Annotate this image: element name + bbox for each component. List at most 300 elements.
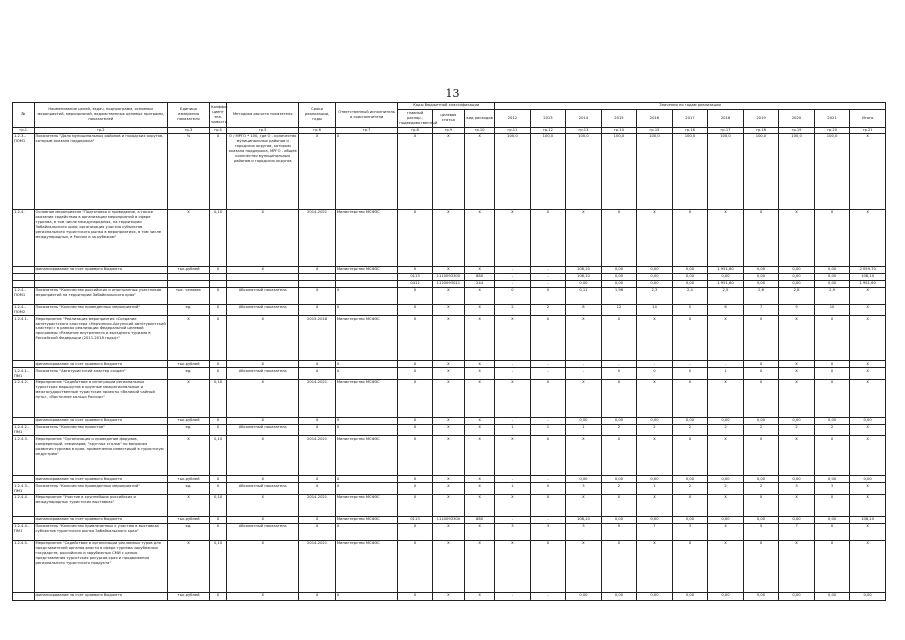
table-cell: 1: [495, 424, 531, 436]
table-row: [13, 483, 886, 495]
table-cell: тыс.рублей: [167, 266, 209, 273]
table-cell: Абсолютный показатель: [227, 304, 299, 316]
table-cell: [13, 517, 35, 524]
table-cell: Абсолютный показатель: [227, 424, 299, 436]
table-cell: 2,4: [672, 287, 708, 304]
table-cell: 2: [601, 483, 637, 495]
table-cell: -: [530, 476, 566, 483]
table-cell: 0,00: [601, 273, 637, 280]
table-cell: X: [850, 287, 886, 304]
table-cell: X: [530, 495, 566, 517]
table-cell: 880: [465, 517, 495, 524]
table-cell: 3: [566, 483, 602, 495]
table-cell: 3: [495, 524, 531, 541]
table-cell: X: [743, 368, 779, 380]
table-cell: тыс.рублей: [167, 417, 209, 424]
table-cell: 2,3: [637, 287, 673, 304]
table-cell: X: [209, 316, 226, 361]
table-cell: 0,10: [209, 379, 226, 417]
table-cell: 0: [530, 287, 566, 304]
table-cell: X: [465, 476, 495, 483]
table-cell: X: [209, 287, 226, 304]
table-cell: 2: [708, 483, 744, 495]
table-row: [13, 593, 886, 601]
table-cell: X: [398, 316, 432, 361]
table-cell: 3: [814, 483, 850, 495]
table-cell: 1.2.4.2.: [13, 379, 35, 417]
total-header: Итого: [850, 109, 886, 127]
table-cell: -: [530, 266, 566, 273]
table-cell: 7: [779, 524, 815, 541]
table-cell: 0,00: [672, 476, 708, 483]
column-number-cell: гр.10: [465, 127, 495, 133]
table-cell: 2: [672, 424, 708, 436]
table-cell: X: [227, 266, 299, 273]
table-cell: X: [708, 316, 744, 361]
table-cell: 0,00: [637, 476, 673, 483]
table-cell: 108,10: [850, 517, 886, 524]
column-number-cell: гр.12: [530, 127, 566, 133]
table-cell: X: [672, 316, 708, 361]
table-cell: -: [566, 368, 602, 380]
table-cell: X: [432, 209, 464, 266]
table-cell: Показатель "Доля муниципальных районов и городских округов, которым оказана поддержка": [34, 133, 167, 209]
table-cell: [13, 417, 35, 424]
table-cell: X: [566, 379, 602, 417]
table-cell: X: [708, 495, 744, 517]
table-cell: 6: [708, 304, 744, 316]
table-cell: 1.2.4.5.: [13, 541, 35, 593]
table-cell: [209, 273, 226, 280]
table-cell: 2 059,70: [850, 266, 886, 273]
column-number-cell: гр.17: [708, 127, 744, 133]
table-header: [13, 103, 886, 134]
table-row: [13, 287, 886, 304]
table-cell: 0,00: [601, 417, 637, 424]
table-cell: [209, 280, 226, 287]
table-cell: 0,10: [209, 495, 226, 517]
table-row: [13, 541, 886, 593]
table-cell: тыс.рублей: [167, 517, 209, 524]
table-cell: 0,00: [637, 417, 673, 424]
table-cell: X: [637, 495, 673, 517]
table-cell: 1.2.4.3.-ПМ1: [13, 483, 35, 495]
table-cell: X: [779, 495, 815, 517]
year-header: 2012: [495, 109, 531, 127]
table-cell: X: [708, 209, 744, 266]
table-cell: X: [398, 209, 432, 266]
table-cell: [299, 273, 336, 280]
table-cell: 1110093300: [432, 517, 464, 524]
table-cell: 2: [743, 424, 779, 436]
table-cell: X: [398, 266, 432, 273]
table-cell: 0,00: [672, 517, 708, 524]
table-cell: Абсолютный показатель: [227, 524, 299, 541]
table-cell: X: [209, 476, 226, 483]
table-cell: X: [398, 495, 432, 517]
column-number-cell: гр.2: [34, 127, 167, 133]
table-cell: Абсолютный показатель: [227, 287, 299, 304]
table-cell: X: [779, 209, 815, 266]
table-cell: X: [465, 266, 495, 273]
table-cell: 2,8: [779, 287, 815, 304]
table-cell: 0,00: [779, 273, 815, 280]
table-cell: 100,0: [814, 133, 850, 209]
table-cell: -: [495, 368, 531, 380]
table-cell: X: [465, 361, 495, 368]
table-cell: 100,0: [637, 133, 673, 209]
table-cell: 0,00: [601, 593, 637, 601]
table-cell: X: [432, 361, 464, 368]
table-cell: X: [432, 304, 464, 316]
table-cell: 0,00: [850, 593, 886, 601]
column-number-cell: гр.3: [167, 127, 209, 133]
table-cell: 0,00: [850, 476, 886, 483]
table-cell: X: [850, 209, 886, 266]
table-cell: Основное мероприятие "Подготовка и проведение, а также оказание содействия в организации мероприятий в сфере туризма, в том числе международных, на территории Забайкальского края; организация участия субъектов регионального туристского рынка в мероприятиях, в том числе международных, в России и за рубежом": [34, 209, 167, 266]
table-cell: [13, 361, 35, 368]
table-cell: X: [743, 541, 779, 593]
table-cell: 108,10: [566, 273, 602, 280]
table-cell: 0,00: [814, 417, 850, 424]
column-number-cell: гр.16: [672, 127, 708, 133]
column-number-cell: гр.14: [601, 127, 637, 133]
table-cell: 0,00: [779, 593, 815, 601]
table-cell: 1.2.4.1.: [13, 316, 35, 361]
table-cell: X: [708, 379, 744, 417]
col-code-main-header: главный распор., подведомственный: [398, 109, 432, 127]
table-cell: X: [465, 133, 495, 209]
table-cell: Показатель "Количество проектов": [34, 424, 167, 436]
table-cell: X: [850, 541, 886, 593]
table-cell: X: [495, 209, 531, 266]
table-cell: X: [814, 495, 850, 517]
table-cell: X: [743, 495, 779, 517]
table-cell: 0,00: [708, 417, 744, 424]
table-cell: Показатель "Количество привлеченных к участию в выставках субъектов туристского рынка Забайкальского края": [34, 524, 167, 541]
table-cell: X: [432, 287, 464, 304]
table-row: [13, 361, 886, 368]
table-cell: 100,0: [530, 133, 566, 209]
table-body: [13, 133, 886, 600]
table-cell: 7: [637, 524, 673, 541]
table-cell: -: [495, 476, 531, 483]
table-cell: Министерство МСФЗС: [335, 495, 397, 517]
table-cell: 0,00: [637, 273, 673, 280]
table-cell: X: [530, 541, 566, 593]
col-code-target-header: целевая статья: [432, 109, 464, 127]
table-cell: тыс. человек: [167, 287, 209, 304]
table-cell: X: [398, 593, 432, 601]
column-number-cell: гр.15: [637, 127, 673, 133]
table-cell: -: [530, 517, 566, 524]
table-cell: 0: [601, 368, 637, 380]
table-cell: X: [432, 476, 464, 483]
table-cell: X: [465, 304, 495, 316]
table-cell: X: [209, 424, 226, 436]
table-cell: 0,00: [637, 593, 673, 601]
table-cell: X: [743, 209, 779, 266]
year-header: 2014: [566, 109, 602, 127]
table-cell: 3: [566, 524, 602, 541]
table-cell: 0412: [398, 280, 432, 287]
table-cell: X: [850, 361, 886, 368]
year-header: 2019: [743, 109, 779, 127]
column-number-cell: гр.13: [566, 127, 602, 133]
table-cell: X: [637, 316, 673, 361]
table-cell: X: [814, 541, 850, 593]
table-cell: 0,00: [743, 417, 779, 424]
table-cell: 100,0: [779, 133, 815, 209]
table-row: [13, 266, 886, 273]
table-cell: -: [672, 361, 708, 368]
table-cell: X: [167, 316, 209, 361]
table-cell: X: [566, 316, 602, 361]
year-header: 2016: [637, 109, 673, 127]
table-cell: X: [779, 436, 815, 476]
table-cell: X: [637, 209, 673, 266]
table-cell: 0,00: [601, 517, 637, 524]
table-cell: 0,00: [850, 417, 886, 424]
table-cell: X: [601, 541, 637, 593]
table-cell: 0,00: [672, 273, 708, 280]
table-cell: X: [299, 266, 336, 273]
table-cell: О / МРГО * 100, где О - количество муниципальных районов и городских округов, которым оказана поддержка, МРГО - общее количество муниципальных районов и городских округов: [227, 133, 299, 209]
table-cell: -: [708, 361, 744, 368]
column-number-cell: гр.1: [13, 127, 35, 133]
table-cell: X: [432, 495, 464, 517]
table-cell: ед.: [167, 304, 209, 316]
table-cell: 1.2.4.-ПОМ1: [13, 287, 35, 304]
table-cell: X: [465, 379, 495, 417]
table-cell: X: [227, 417, 299, 424]
table-cell: X: [299, 593, 336, 601]
table-cell: 2: [779, 424, 815, 436]
table-cell: 0,00: [814, 476, 850, 483]
table-cell: X: [167, 209, 209, 266]
table-cell: 0,00: [743, 593, 779, 601]
table-cell: 0,00: [708, 273, 744, 280]
table-cell: X: [335, 368, 397, 380]
table-cell: 0,00: [601, 280, 637, 287]
table-cell: 2: [708, 424, 744, 436]
column-number-cell: гр.18: [743, 127, 779, 133]
table-cell: -: [495, 273, 531, 280]
table-cell: X: [209, 368, 226, 380]
table-cell: Министерство МСФЗС: [335, 316, 397, 361]
table-cell: Мероприятие "Реализация мероприятия «Создание автотуристского кластера «Нерчинско-Аргунский автотуристский кластер»» в рамках реализации Федеральной целевой программы «Развитие внутреннего и въездного туризма в Российской Федерации (2011-2018 годы)»": [34, 316, 167, 361]
table-cell: X: [398, 361, 432, 368]
table-cell: X: [299, 424, 336, 436]
table-cell: X: [209, 483, 226, 495]
table-cell: 2014-2021: [299, 379, 336, 417]
table-cell: X: [814, 524, 850, 541]
table-cell: 2: [672, 483, 708, 495]
col-exec-header: Ответственный исполнитель и соисполнители: [335, 103, 397, 128]
col-coef-header: Коэффи- циент зна- чимости: [209, 103, 226, 128]
table-cell: X: [299, 483, 336, 495]
table-cell: X: [209, 266, 226, 273]
table-cell: X: [335, 483, 397, 495]
table-cell: 1.2.4.3.: [13, 436, 35, 476]
table-cell: X: [432, 133, 464, 209]
table-cell: X: [398, 368, 432, 380]
table-cell: X: [209, 361, 226, 368]
table-cell: X: [850, 316, 886, 361]
table-cell: X: [432, 541, 464, 593]
table-cell: финансирование за счет краевого бюджета: [34, 361, 167, 368]
table-cell: Абсолютный показатель: [227, 368, 299, 380]
table-cell: X: [779, 361, 815, 368]
table-cell: X: [299, 476, 336, 483]
table-cell: 100,0: [566, 133, 602, 209]
table-cell: -: [566, 361, 602, 368]
table-cell: 9: [779, 304, 815, 316]
table-row: [13, 424, 886, 436]
table-cell: 0,00: [814, 266, 850, 273]
table-row: [13, 436, 886, 476]
table-cell: X: [335, 593, 397, 601]
table-cell: 2,9: [814, 287, 850, 304]
table-cell: 2014-2021: [299, 209, 336, 266]
table-cell: Показатель "Количество проведенных мероприятий": [34, 304, 167, 316]
table-cell: 0,00: [672, 266, 708, 273]
year-header: 2020: [779, 109, 815, 127]
table-cell: X: [601, 495, 637, 517]
table-cell: X: [299, 524, 336, 541]
table-cell: X: [465, 368, 495, 380]
table-cell: -: [495, 417, 531, 424]
table-cell: X: [398, 379, 432, 417]
table-cell: X: [227, 379, 299, 417]
table-cell: 0,00: [672, 417, 708, 424]
table-cell: X: [398, 287, 432, 304]
table-cell: X: [465, 436, 495, 476]
table-cell: X: [637, 541, 673, 593]
table-cell: X: [566, 436, 602, 476]
table-cell: 4: [708, 524, 744, 541]
table-cell: 1: [495, 483, 531, 495]
table-cell: X: [495, 379, 531, 417]
table-cell: X: [814, 368, 850, 380]
table-cell: X: [779, 316, 815, 361]
table-cell: -: [495, 593, 531, 601]
table-cell: 5: [601, 524, 637, 541]
table-cell: -: [530, 593, 566, 601]
table-cell: 2: [814, 424, 850, 436]
table-cell: X: [299, 133, 336, 209]
table-cell: 1: [566, 424, 602, 436]
table-cell: 0,00: [814, 273, 850, 280]
year-header: 2013: [530, 109, 566, 127]
table-cell: финансирование за счет краевого бюджета: [34, 417, 167, 424]
table-cell: 2: [637, 424, 673, 436]
table-cell: 0,00: [672, 593, 708, 601]
table-cell: -: [637, 361, 673, 368]
table-cell: 1 951,60: [708, 266, 744, 273]
table-cell: X: [601, 379, 637, 417]
table-cell: X: [637, 436, 673, 476]
table-cell: [299, 280, 336, 287]
table-cell: тыс.рублей: [167, 476, 209, 483]
table-cell: X: [672, 436, 708, 476]
table-cell: 1.2.4.2.-ПМ1: [13, 424, 35, 436]
table-cell: X: [672, 209, 708, 266]
table-cell: 0,00: [743, 517, 779, 524]
table-cell: -: [495, 266, 531, 273]
table-cell: Показатель "Количество проведенных мероприятий": [34, 483, 167, 495]
table-row: [13, 495, 886, 517]
table-cell: [34, 273, 167, 280]
table-cell: [167, 280, 209, 287]
table-cell: X: [335, 304, 397, 316]
table-cell: 2: [601, 424, 637, 436]
table-cell: 0,00: [601, 266, 637, 273]
table-cell: -: [495, 517, 531, 524]
table-row: [13, 209, 886, 266]
table-cell: 0: [530, 483, 566, 495]
table-cell: X: [299, 361, 336, 368]
table-cell: 2: [495, 304, 531, 316]
table-cell: 0,00: [708, 517, 744, 524]
table-cell: 0,00: [779, 417, 815, 424]
table-cell: 0,00: [779, 266, 815, 273]
table-cell: X: [398, 304, 432, 316]
table-cell: [227, 273, 299, 280]
table-cell: 0,00: [779, 476, 815, 483]
table-cell: Министерство МСФЗС: [335, 266, 397, 273]
table-cell: -: [530, 273, 566, 280]
col-values-header: Значения по годам реализации: [495, 103, 886, 110]
table-cell: 0: [495, 287, 531, 304]
table-cell: X: [530, 379, 566, 417]
program-table: [12, 102, 886, 601]
table-row: [13, 133, 886, 209]
column-number-cell: гр.4: [209, 127, 226, 133]
col-terms-header: Сроки реализации, годы: [299, 103, 336, 128]
table-cell: [13, 280, 35, 287]
table-cell: 8: [566, 304, 602, 316]
table-cell: 0,00: [672, 280, 708, 287]
table-cell: 2,6: [743, 287, 779, 304]
table-cell: X: [227, 209, 299, 266]
table-cell: X: [814, 361, 850, 368]
table-cell: 0,00: [566, 476, 602, 483]
table-row: [13, 304, 886, 316]
column-number-cell: гр.6: [299, 127, 336, 133]
table-cell: X: [299, 417, 336, 424]
table-cell: X: [432, 316, 464, 361]
table-cell: X: [299, 304, 336, 316]
table-cell: [13, 273, 35, 280]
table-cell: финансирование за счет краевого бюджета: [34, 266, 167, 273]
table-cell: X: [465, 424, 495, 436]
table-cell: X: [432, 436, 464, 476]
table-cell: X: [209, 517, 226, 524]
table-cell: -: [530, 417, 566, 424]
table-cell: 0,00: [743, 476, 779, 483]
table-cell: X: [779, 368, 815, 380]
table-cell: 1 951,60: [708, 280, 744, 287]
table-cell: финансирование за счет краевого бюджета: [34, 517, 167, 524]
table-cell: 880: [465, 273, 495, 280]
table-cell: Мероприятие "Содействие в организации рекламных туров для представителей органов власти в сфере туризма зарубежных государств, российских и зарубежных СМИ с целью представления туристских ресурсов края и продвижения регионального туристского продукта": [34, 541, 167, 593]
table-cell: 1110093300: [432, 273, 464, 280]
table-cell: 108,10: [566, 517, 602, 524]
table-cell: X: [850, 379, 886, 417]
table-cell: тыс.рублей: [167, 361, 209, 368]
table-cell: 10: [814, 304, 850, 316]
